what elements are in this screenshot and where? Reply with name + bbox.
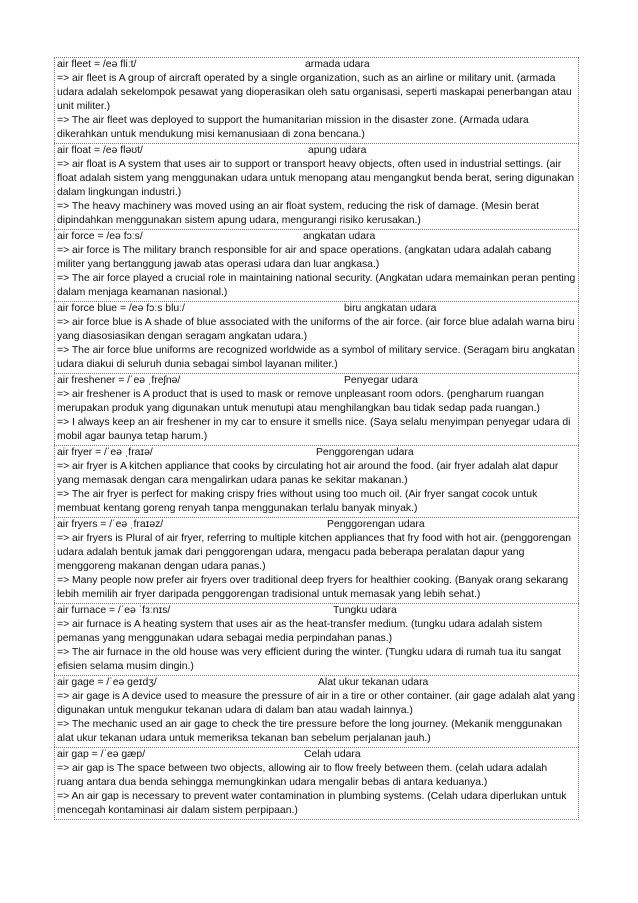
headword: air force blue = /eə fɔːs bluː/ [57,303,185,314]
entry-air-gap [54,747,579,820]
definition: => air force is The military branch responsible for air and space operations. (angkatan udara adalah cabang militer yang bertanggung jawab atas operasi udara dan luar angkasa.) [57,245,552,270]
headword: air fleet = /eə fliːt/ [57,59,137,70]
entry-header [57,230,576,244]
translation: Tungku udara [333,605,397,616]
translation: biru angkatan udara [344,303,437,314]
definition: => air fryer is A kitchen appliance that cooks by circulating hot air around the food. (air fryer adalah alat dapur yang memasak dengan cara mengalirkan udara panas ke sekitar makanan.) [57,461,559,486]
entry-air-fryer [54,445,579,517]
entry-air-fryers [54,517,579,603]
definition: => air freshener is A product that is used to mask or remove unpleasant room odors. (pengharum ruangan merupakan produk yang digunakan untuk menutupi atau menghilangkan bau tidak sedap pada ruangan.) [57,389,544,414]
entry-air-fleet [54,57,579,143]
translation: Penggorengan udara [327,519,425,530]
translation: apung udara [308,145,367,156]
translation: Celah udara [304,749,361,760]
entry-air-freshener [54,373,579,445]
headword: air furnace = /ˈeə ˈfɜːnɪs/ [57,605,171,616]
example: => The air force blue uniforms are recognized worldwide as a symbol of military service. (Seragam biru angkatan udara diakui di seluruh dunia sebagai simbol layanan militer.) [57,345,575,370]
example: => An air gap is necessary to prevent water contamination in plumbing systems. (Celah udara diperlukan untuk mencegah kontaminasi air dalam sistem perpipaan.) [57,791,567,816]
entry-air-float [54,143,579,229]
definition: => air gage is A device used to measure the pressure of air in a tire or other container. (air gage adalah alat yang digunakan untuk mengukur tekanan udara di dalam ban atau wadah lainnya.) [57,691,576,716]
entry-air-furnace [54,603,579,675]
headword: air force = /eə fɔːs/ [57,231,143,242]
entry-air-force [54,229,579,301]
translation: armada udara [305,59,370,70]
entry-air-gage [54,675,579,747]
example: => The heavy machinery was moved using an air float system, reducing the risk of damage. (Mesin berat dipindahkan menggunakan sistem apung udara, mengurangi risiko kerusakan.) [57,201,540,226]
entry-header [57,748,576,762]
headword: air freshener = /ˈeə ˌfreʃnə/ [57,375,181,386]
example: => The mechanic used an air gage to check the tire pressure before the long journey. (Mekanik menggunakan alat ukur tekanan udara untuk memeriksa tekanan ban sebelum perjalanan jauh.) [57,719,563,744]
entry-header [57,144,576,158]
headword: air gap = /ˈeə gæp/ [57,749,146,760]
example: => The air fleet was deployed to support the humanitarian mission in the disaster zone. (Armada udara dikerahkan untuk mendukung misi kemanusiaan di zona bencana.) [57,115,529,140]
example: => The air fryer is perfect for making crispy fries without using too much oil. (Air fryer sangat cocok untuk membuat kentang goreng renyah tanpa menggunakan terlalu banyak minyak.) [57,489,538,514]
translation: Penggorengan udara [316,447,414,458]
translation: Alat ukur tekanan udara [318,677,429,688]
definition: => air gap is The space between two objects, allowing air to flow freely between them. (celah udara adalah ruang antara dua benda sehingga memungkinkan udara mengalir bebas di antara keduanya.) [57,763,548,788]
example: => The air furnace in the old house was very efficient during the winter. (Tungku udara di rumah tua itu sangat efisien selama musim dingin.) [57,647,562,672]
translation: angkatan udara [303,231,376,242]
headword: air fryers = /ˈeə ˌfraɪəz/ [57,519,164,530]
definition: => air furnace is A heating system that uses air as the heat-transfer medium. (tungku udara adalah sistem pemanas yang menggunakan udara sebagai media perpindahan panas.) [57,619,543,644]
definition: => air float is A system that uses air to support or transport heavy objects, often used in industrial settings. (air float adalah sistem yang menggunakan udara untuk menopang atau mengangkut benda berat, sering digunakan dalam lingkungan industri.) [57,159,575,198]
entry-header [57,604,576,618]
entry-header [57,676,576,690]
entry-header [57,518,576,532]
entry-header [57,446,576,460]
definition: => air fryers is Plural of air fryer, referring to multiple kitchen appliances that fry food with hot air. (penggorengan udara adalah bentuk jamak dari penggorengan udara, mengacu pada beberapa peralatan dapur yang menggoreng makanan dengan udara panas.) [57,533,572,572]
headword: air float = /eə fləʊt/ [57,145,143,156]
entry-header [57,374,576,388]
example: => I always keep an air freshener in my car to ensure it smells nice. (Saya selalu menyimpan penyegar udara di mobil agar baunya tetap harum.) [57,417,571,442]
definition: => air fleet is A group of aircraft operated by a single organization, such as an airline or military unit. (armada udara adalah sekelompok pesawat yang dioperasikan oleh satu organisasi, seperti maskapai penerbangan atau unit militer.) [57,73,572,112]
headword: air gage = /ˈeə geɪdʒ/ [57,677,157,688]
entry-header [57,58,576,72]
entry-header [57,302,576,316]
dictionary-page [54,57,579,820]
example: => The air force played a crucial role in maintaining national security. (Angkatan udara memainkan peran penting dalam menjaga keamanan nasional.) [57,273,576,298]
headword: air fryer = /ˈeə ˌfraɪə/ [57,447,153,458]
translation: Penyegar udara [344,375,418,386]
entry-air-force-blue [54,301,579,373]
definition: => air force blue is A shade of blue associated with the uniforms of the air force. (air force blue adalah warna biru yang diasosiasikan dengan seragam angkatan udara.) [57,317,575,342]
example: => Many people now prefer air fryers over traditional deep fryers for healthier cooking. (Banyak orang sekarang lebih memilih air fryer daripada penggorengan tradisional untuk memasak yang lebih sehat.) [57,575,569,600]
